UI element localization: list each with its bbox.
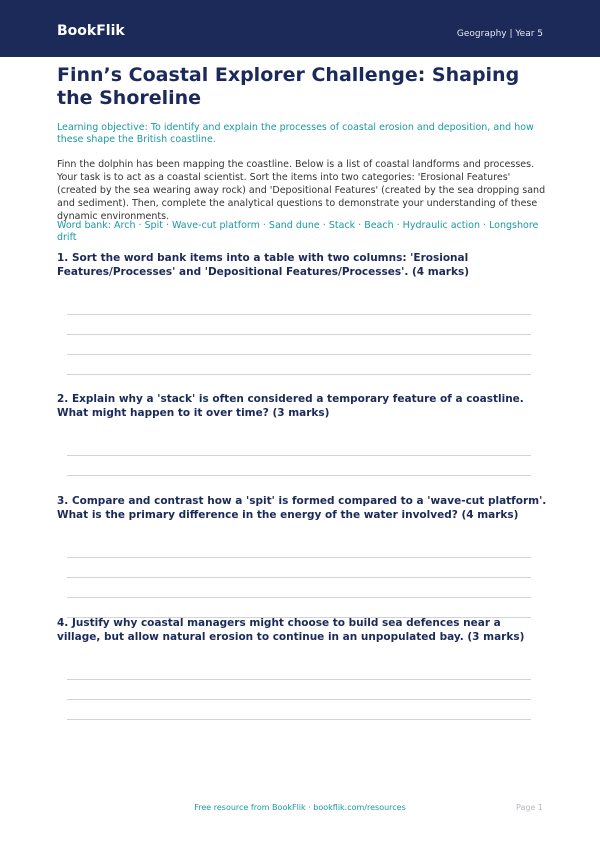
learning-objective: Learning objective: To identify and explain the processes of coastal erosion and deposition, and how these shape the British coastline. (57, 122, 534, 145)
question-4 (57, 616, 547, 644)
question-3-text: 3. Compare and contrast how a 'spit' is formed compared to a 'wave-cut platform'. What is the primary difference in the energy of the water involved? (4 marks) (57, 495, 547, 521)
answer-line[interactable] (67, 719, 531, 720)
word-bank: Word bank: Arch · Spit · Wave-cut platform · Sand dune · Stack · Beach · Hydraulic action · Longshore drift (57, 220, 539, 243)
question-2 (57, 392, 547, 420)
page-title: Finn’s Coastal Explorer Challenge: Shaping the Shoreline (57, 64, 520, 109)
answer-line[interactable] (67, 455, 531, 456)
answer-line[interactable] (67, 679, 531, 680)
answer-line[interactable] (67, 374, 531, 375)
answer-line[interactable] (67, 557, 531, 558)
answer-line[interactable] (67, 334, 531, 335)
answer-line[interactable] (67, 314, 531, 315)
brand-logo[interactable]: BookFlik (57, 23, 125, 39)
question-3 (57, 494, 547, 522)
answer-line[interactable] (67, 597, 531, 598)
header-bar (0, 0, 600, 57)
question-1 (57, 251, 547, 279)
answer-line[interactable] (67, 577, 531, 578)
footer-link[interactable]: Free resource from BookFlik · bookflik.com/resources (194, 803, 406, 812)
subject-year-label: Geography | Year 5 (456, 29, 543, 39)
question-1-text: 1. Sort the word bank items into a table with two columns: 'Erosional Features/Processes' and 'Depositional Features/Processes'. (4 marks) (57, 252, 470, 278)
question-4-text: 4. Justify why coastal managers might choose to build sea defences near a village, but allow natural erosion to continue in an unpopulated bay. (3 marks) (57, 617, 525, 643)
answer-line[interactable] (67, 699, 531, 700)
intro-paragraph: Finn the dolphin has been mapping the coastline. Below is a list of coastal landforms and processes. Your task is to act as a coastal scientist. Sort the items into two categories: 'Erosional Features' (created by the sea wearing away rock) and 'Depositional Features' (created by the sea dropping sand and sediment). Then, complete the analytical questions to demonstrate your understanding of these dynamic environments. (57, 159, 546, 222)
answer-line[interactable] (67, 475, 531, 476)
question-2-text: 2. Explain why a 'stack' is often considered a temporary feature of a coastline. What might happen to it over time? (3 marks) (57, 393, 524, 419)
page-number: Page 1 (516, 803, 543, 812)
answer-line[interactable] (67, 354, 531, 355)
